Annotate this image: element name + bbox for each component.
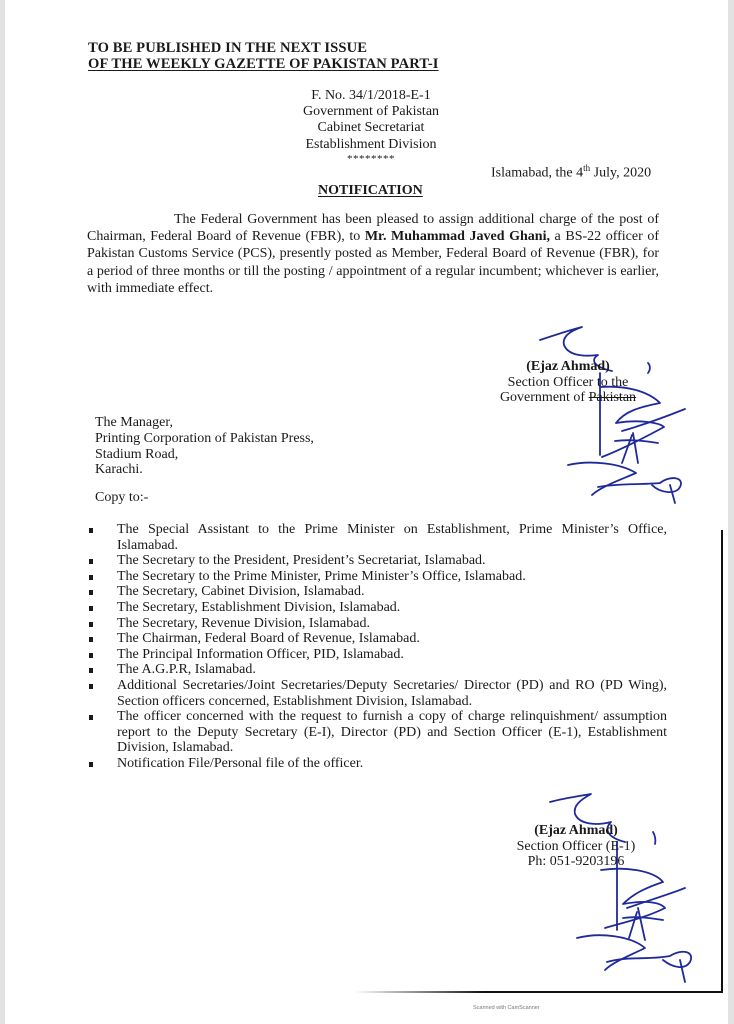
dateline-rest: July, 2020	[590, 165, 652, 181]
signatory-1-name: (Ejaz Ahmad)	[526, 359, 610, 374]
body-text-2: a BS-22 officer of Pakistan Customs Service (PCS), presently posted as Member, Federal Board of Revenue (FBR), for a period of three months or till the posting / appointment of a regular incumbent; whichever is earlier, with immediate effect.	[87, 229, 660, 296]
signatory-2-name: (Ejaz Ahmad)	[534, 823, 618, 838]
copy-to-item: The Secretary, Cabinet Division, Islamabad.	[87, 584, 667, 600]
copy-to-item: The Secretary, Establishment Division, Islamabad.	[87, 600, 667, 616]
government-name: Government of Pakistan	[302, 104, 440, 120]
scan-border-bottom	[355, 991, 723, 993]
copy-to-list	[87, 522, 667, 772]
scan-border-right	[721, 530, 723, 993]
notification-title: NOTIFICATION	[318, 183, 423, 198]
dateline-ordinal: th	[583, 163, 591, 173]
recipient-address	[95, 415, 314, 478]
dateline	[491, 163, 651, 182]
copy-to-item: The Secretary to the President, President’s Secretariat, Islamabad.	[87, 553, 667, 569]
signatory-1-govt	[498, 390, 638, 406]
copy-to-item: Notification File/Personal file of the officer.	[87, 756, 667, 772]
copy-to-item: The officer concerned with the request to furnish a copy of charge relinquishment/ assumption report to the Deputy Secretary (E-I), Director (PD) and Section Officer (E-1), Establishment Division, Islamabad.	[87, 709, 667, 756]
signatory-1-govt-b: Pakistan	[588, 390, 637, 405]
file-reference-block	[296, 88, 446, 165]
address-line-4: Karachi.	[95, 462, 143, 478]
address-line-2: Printing Corporation of Pakistan Press,	[95, 430, 314, 446]
signatory-1-govt-a: Government of	[499, 390, 589, 405]
notification-body	[87, 211, 659, 297]
copy-to-item: The Secretary, Revenue Division, Islamabad.	[87, 616, 667, 632]
copy-to-item: The A.G.P.R, Islamabad.	[87, 662, 667, 678]
secretariat-name: Cabinet Secretariat	[317, 120, 425, 136]
address-line-3: Stadium Road,	[95, 446, 179, 462]
signatory-2-phone: Ph: 051-9203196	[527, 854, 625, 869]
gazette-line-1: TO BE PUBLISHED IN THE NEXT ISSUE	[88, 40, 368, 56]
body-text-1: The Federal Government has been pleased to assign additional charge of the post of Chairman, Federal Board of Revenue (FBR), to	[87, 212, 659, 245]
gazette-line-2: OF THE WEEKLY GAZETTE OF PAKISTAN PART-I	[88, 56, 439, 72]
signature-2	[535, 790, 734, 990]
dateline-prefix: Islamabad, the 4	[491, 165, 584, 181]
gazette-header	[88, 40, 439, 72]
signatory-2-block	[512, 823, 640, 870]
separator-stars: ********	[347, 152, 395, 165]
signatory-1-block	[498, 359, 638, 406]
copy-to-item: The Special Assistant to the Prime Minister on Establishment, Prime Minister’s Office, Islamabad.	[87, 522, 667, 553]
signatory-1-title: Section Officer to the	[507, 374, 629, 390]
copy-to-label: Copy to:-	[95, 490, 149, 505]
copy-to-item: The Principal Information Officer, PID, Islamabad.	[87, 647, 667, 663]
file-number: F. No. 34/1/2018-E-1	[311, 88, 431, 103]
officer-name: Mr. Muhammad Javed Ghani,	[364, 229, 550, 245]
division-name: Establishment Division	[305, 136, 437, 152]
copy-to-item: Additional Secretaries/Joint Secretaries/Deputy Secretaries/ Director (PD) and RO (PD Wing), Section officers concerned, Establishment Division, Islamabad.	[87, 678, 667, 709]
address-line-1: The Manager,	[95, 415, 173, 430]
copy-to-item: The Secretary to the Prime Minister, Prime Minister’s Office, Islamabad.	[87, 569, 667, 585]
copy-to-item: The Chairman, Federal Board of Revenue, Islamabad.	[87, 631, 667, 647]
signature-1	[520, 315, 720, 505]
signatory-2-title: Section Officer (E-1)	[516, 838, 636, 854]
scanner-watermark: Scanned with CamScanner	[473, 1005, 540, 1011]
